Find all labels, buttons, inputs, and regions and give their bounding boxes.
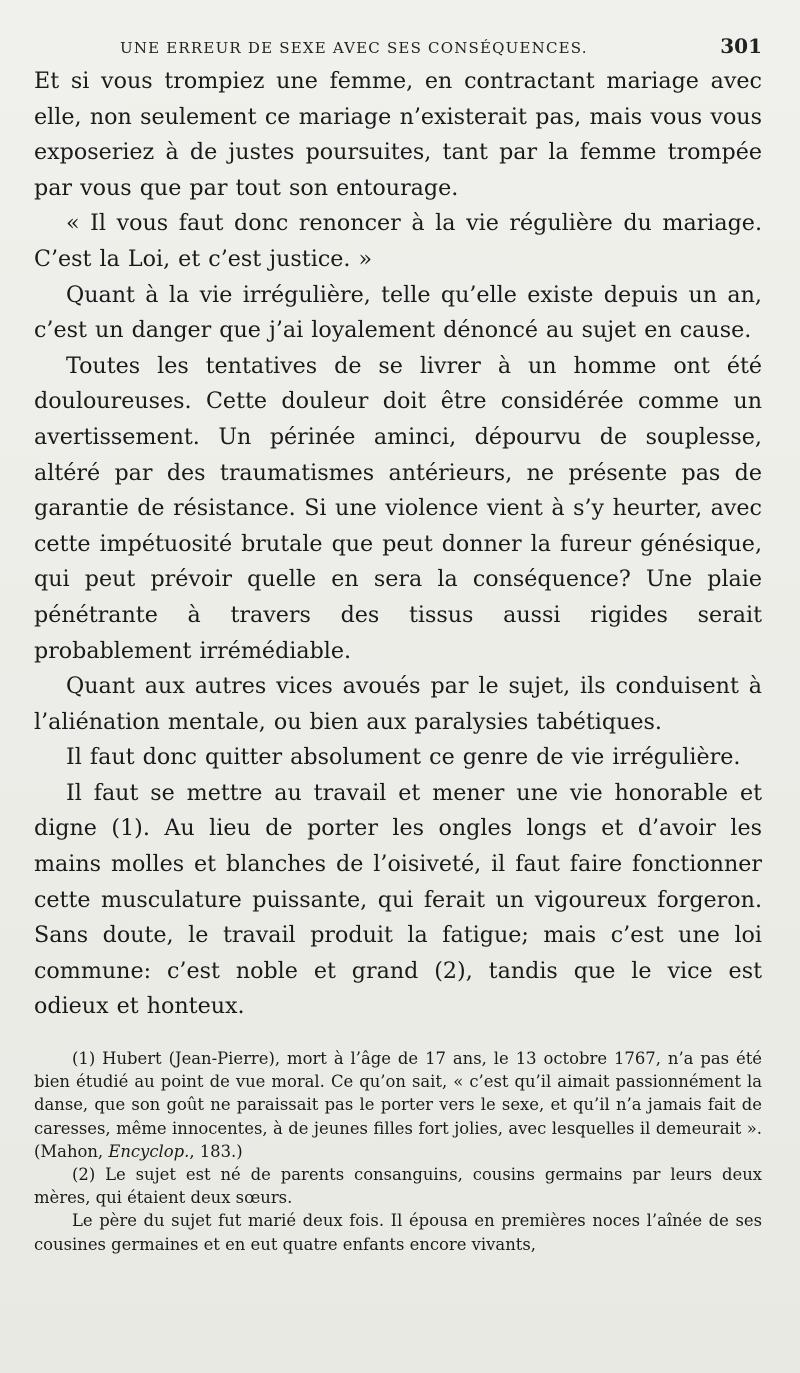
footnote-2: (2) Le sujet est né de parents consanguins, cousins germains par leurs deux mères, qui étaient deux sœurs. xyxy=(34,1165,762,1208)
paragraph: Il faut donc quitter absolument ce genre de vie irrégulière. xyxy=(66,744,741,771)
paragraph: Quant aux autres vices avoués par le sujet, ils conduisent à l’aliénation mentale, ou bien aux paralysies tabétiques. xyxy=(34,673,762,735)
footnotes xyxy=(34,1047,762,1256)
paragraph: Il faut se mettre au travail et mener une vie honorable et digne (1). Au lieu de porter les ongles longs et d’avoir les mains molles et blanches de l’oisiveté, il faut faire fonctionner cette musculature puissante, qui ferait un vigoureux forgeron. Sans doute, le travail produit la fatigue; mais c’est une loi commune: c’est noble et grand (2), tandis que le vice est odieux et honteux. xyxy=(34,779,762,1020)
footnote-1 xyxy=(34,1047,762,1163)
page-number: 301 xyxy=(720,34,762,58)
paragraph: Toutes les tentatives de se livrer à un homme ont été douloureuses. Cette douleur doit être considérée comme un avertissement. Un périnée aminci, dépourvu de souplesse, altéré par des traumatismes antérieurs, ne présente pas de garantie de résistance. Si une violence vient à s’y heurter, avec cette impétuosité brutale que peut donner la fureur génésique, qui peut prévoir quelle en sera la conséquence? Une plaie pénétrante à travers des tissus aussi rigides serait probablement irrémédiable. xyxy=(34,352,762,664)
footnote-1-source: Encyclop. xyxy=(108,1141,190,1161)
footnote-3: Le père du sujet fut marié deux fois. Il épousa en premières noces l’aînée de ses cousines germaines et en eut quatre enfants encore vivants, xyxy=(34,1211,762,1254)
footnote-1-text: (1) Hubert (Jean-Pierre), mort à l’âge de 17 ans, le 13 octobre 1767, n’a pas été bien étudié au point de vue moral. Ce qu’on sait, « c’est qu’il aimait passionnément la danse, que son goût ne paraissait pas le porter vers le sexe, et qu’il n’a jamais fait de caresses, même innocentes, à de jeunes filles fort jolies, avec lesquelles il demeurait ». (Mahon, xyxy=(34,1049,762,1161)
footnote-1-end: , 183.) xyxy=(189,1141,243,1161)
paragraph: Et si vous trompiez une femme, en contractant mariage avec elle, non seulement ce mariage n’existerait pas, mais vous vous exposeriez à de justes poursuites, tant par la femme trompée par vous que par tout son entourage. xyxy=(34,68,762,201)
running-head xyxy=(34,34,762,58)
paragraph: Quant à la vie irrégulière, telle qu’elle existe depuis un an, c’est un danger que j’ai loyalement dénoncé au sujet en cause. xyxy=(34,281,762,344)
running-title: UNE ERREUR DE SEXE AVEC SES CONSÉQUENCES. xyxy=(120,39,588,57)
main-text xyxy=(34,64,762,1025)
paragraph: « Il vous faut donc renoncer à la vie régulière du mariage. C’est la Loi, et c’est justice. » xyxy=(34,210,762,272)
